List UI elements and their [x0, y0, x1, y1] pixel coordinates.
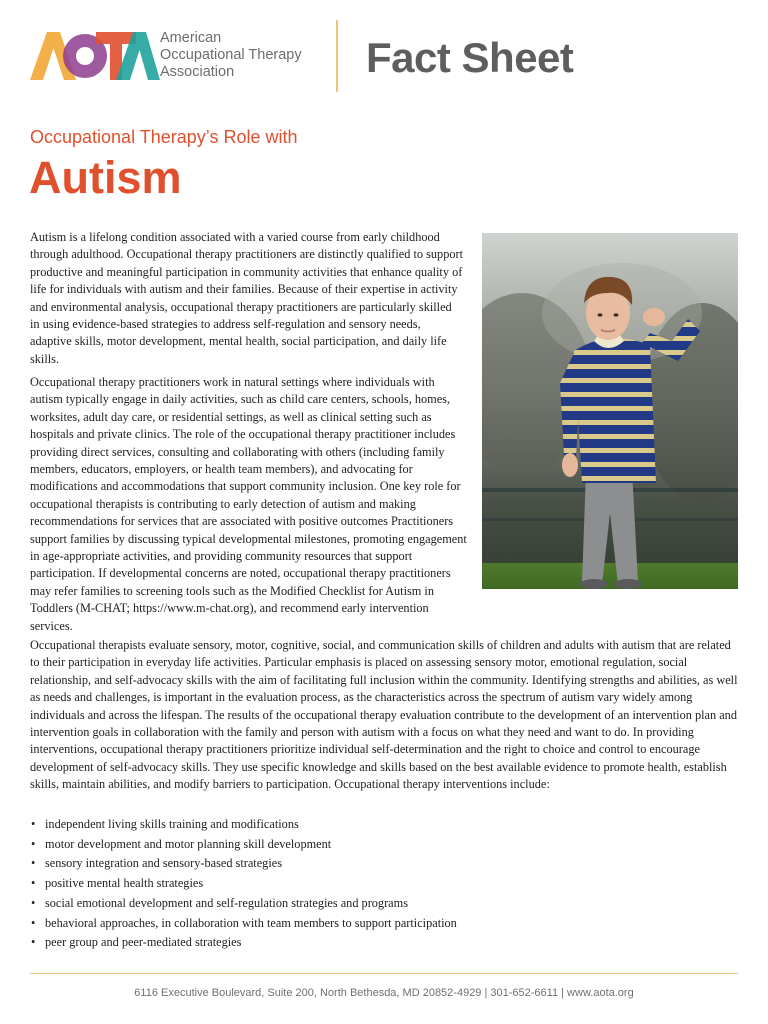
org-name-line-3: Association: [160, 64, 235, 80]
org-name-line-2: Occupational Therapy: [160, 47, 302, 63]
page-subtitle: Occupational Therapy’s Role with: [30, 127, 298, 147]
list-item: • social emotional development and self-regulation strategies and programs: [30, 894, 730, 914]
organization-name: [160, 30, 330, 81]
boy-photo: [482, 233, 738, 589]
list-item: • motor development and motor planning skill development: [30, 835, 730, 855]
list-item: • positive mental health strategies: [30, 874, 730, 894]
footer-divider: [30, 973, 738, 974]
aota-logo: [30, 28, 160, 84]
list-item: • behavioral approaches, in collaboration with team members to support participation: [30, 914, 730, 934]
paragraph-evaluation: Occupational therapists evaluate sensory, motor, cognitive, social, and communication skills of children and adults with autism that are related to their participation in everyday life activities. Particular emphasis is placed on assessing sensory motor, emotional regulation, social relationship, and self-advocacy skills with the aim of facilitating full inclusion within the community. Identifying strengths and abilities, as well as needs and challenges, is important in the evaluation process, as the characteristics across the spectrum of autism vary widely among individuals and across the lifespan. The results of the occupational therapy evaluation contribute to the development of an intervention plan and intervention goals in collaboration with the family and person with autism with a focus on what they need and want to do. In providing interventions, occupational therapy practitioners prioritize individual self-determination and the right to choice and control to encourage development of self-advocacy skills. They use specific knowledge and skills based on the best available evidence to promote health, establish skills, maintain abilities, and modify barriers to participation. Occupational therapy interventions include:: [30, 638, 738, 792]
document-type: Fact Sheet: [366, 34, 574, 81]
list-item: • sensory integration and sensory-based strategies: [30, 854, 730, 874]
list-item: • independent living skills training and modifications: [30, 815, 730, 835]
org-name-line-1: American: [160, 30, 222, 46]
paragraph-settings: Occupational therapy practitioners work in natural settings where individuals with autism typically engage in daily activities, such as child care centers, schools, homes, worksites, adult day care, or residential settings, as well as clinical setting such as hospitals and private clinics. The role of the occupational therapy practitioner includes providing direct services, consulting and collaborating with others (including family members, educators, employers, or health team members), and advocating for modifications and accommodations that support community inclusion. One key role for occupational therapists is contributing to early detection of autism and making recommendations for services that are associated with positive outcomes Practitioners support families by discussing typical developmental milestones, promoting engagement in age-appropriate activities, and providing community resources that support participation. If developmental concerns are noted, occupational therapy practitioners may refer families to screening tools such as the Modified Checklist for Autism in Toddlers (M-CHAT; https://www.m-chat.org), and recommend early intervention services.: [30, 375, 467, 633]
footer-contact: 6116 Executive Boulevard, Suite 200, North Bethesda, MD 20852-4929 | 301-652-6611 | www.aota.org: [134, 987, 634, 999]
list-item: • peer group and peer-mediated strategies: [30, 933, 730, 953]
interventions-list: [30, 815, 730, 953]
page-title: Autism: [29, 152, 182, 203]
paragraph-intro: Autism is a lifelong condition associated with a varied course from early childhood through adulthood. Occupational therapy practitioners are distinctly qualified to support productive and meaningful participation in community activities that enhance quality of life for individuals with autism and their families. Because of their expertise in activity and environmental analysis, occupational therapy practitioners are particularly skilled in using evidence-based strategies to address self-regulation and sensory needs, adaptive skills, motor development, mental health, social participation, and daily life skills.: [30, 230, 464, 366]
header-divider: [336, 20, 338, 92]
